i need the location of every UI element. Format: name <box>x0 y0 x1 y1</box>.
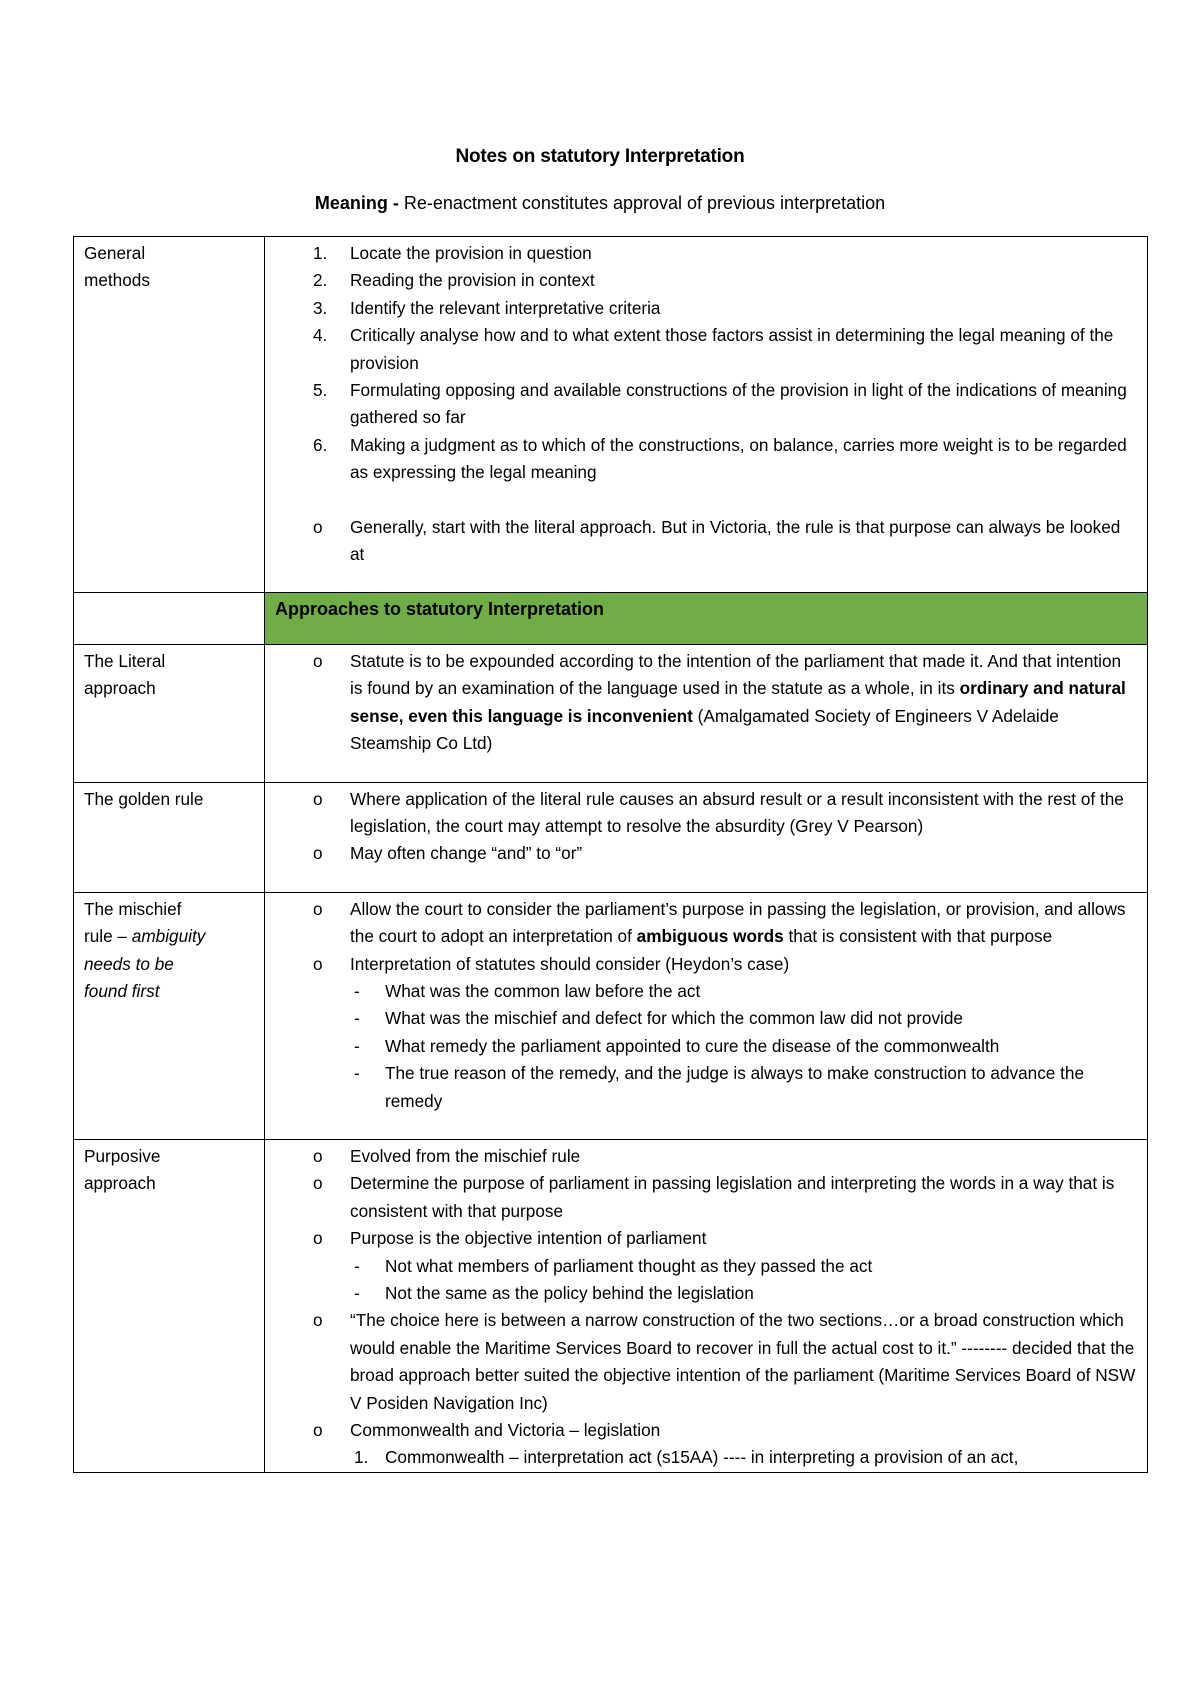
list-item: o Interpretation of statutes should consider (Heydon’s case) <box>313 953 790 974</box>
label-golden-rule: The golden rule <box>74 782 265 892</box>
label-general-methods: General methods <box>74 237 265 593</box>
label-purposive-approach: Purposive approach <box>74 1139 265 1472</box>
content-golden-rule <box>265 782 1148 892</box>
document-title: Notes on statutory Interpretation <box>455 146 745 167</box>
list-item: - Not what members of parliament thought as they passed the act <box>354 1255 873 1276</box>
notes-table <box>73 236 1148 1473</box>
label-empty <box>74 593 265 644</box>
list-item: - The true reason of the remedy, and the judge is always to make construction to advance the remedy <box>354 1063 1085 1111</box>
list-item: o Where application of the literal rule causes an absurd result or a result inconsistent with the rest of the legislation, the court may attempt to resolve the absurdity (Grey V Pearson) <box>313 788 1124 836</box>
meaning-label: Meaning - <box>314 193 399 213</box>
list-item: 5. Formulating opposing and available constructions of the provision in light of the indications of meaning gathered so far <box>313 380 1127 428</box>
approaches-header: Approaches to statutory Interpretation <box>265 593 1148 644</box>
row-literal-approach <box>74 644 1148 782</box>
row-general-methods <box>74 237 1148 593</box>
list-item: o Statute is to be expounded according to the intention of the parliament that made it. And that intention is found by an examination of the language used in the statute as a whole, in its ordinary and natural sense, even this language is inconvenient (Amalgamated Society of Engineers V Adelaide Steamship Co Ltd) <box>313 650 1126 754</box>
list-item: 1. Locate the provision in question <box>313 243 592 263</box>
list-item: o May often change “and” to “or” <box>313 843 583 864</box>
list-item: - What was the common law before the act <box>354 980 701 1001</box>
list-item: 6. Making a judgment as to which of the constructions, on balance, carries more weight is to be regarded as expressing the legal meaning <box>313 434 1127 483</box>
list-item: o “The choice here is between a narrow construction of the two sections…or a broad construction which would enable the Maritime Services Board to recover in full the actual cost to it.” -------- decided that the broad approach better suited the objective intention of the parliament (Maritime Services Board of NSW V Posiden Navigation Inc) <box>313 1310 1136 1413</box>
list-item: o Generally, start with the literal approach. But in Victoria, the rule is that purpose can always be looked at <box>313 516 1121 565</box>
list-item: - What remedy the parliament appointed to cure the disease of the commonwealth <box>354 1035 1000 1056</box>
list-item: 1. Commonwealth – interpretation act (s15AA) ---- in interpreting a provision of an act, <box>354 1447 1019 1468</box>
general-note-list <box>265 514 1137 569</box>
content-literal-approach <box>265 644 1148 782</box>
list-item: o Allow the court to consider the parliament’s purpose in passing the legislation, or provision, and allows the court to adopt an interpretation of ambiguous words that is consistent with that purpose <box>313 898 1126 947</box>
list-item: - What was the mischief and defect for which the common law did not provide <box>354 1008 963 1029</box>
content-general-methods <box>265 237 1148 593</box>
row-approaches-header <box>74 593 1148 644</box>
content-mischief-rule <box>265 892 1148 1139</box>
list-item: o Commonwealth and Victoria – legislation <box>313 1420 661 1441</box>
list-item: o Evolved from the mischief rule <box>313 1145 581 1166</box>
list-item: 2. Reading the provision in context <box>313 270 595 291</box>
list-item: 4. Critically analyse how and to what extent those factors assist in determining the legal meaning of the provision <box>313 325 1114 373</box>
list-item: 3. Identify the relevant interpretative criteria <box>313 297 661 318</box>
list-item: - Not the same as the policy behind the legislation <box>354 1283 754 1303</box>
row-mischief-rule <box>74 892 1148 1139</box>
meaning-line <box>0 193 1200 214</box>
content-purposive-approach <box>265 1139 1148 1472</box>
general-steps-list <box>265 240 1137 487</box>
list-item: o Purpose is the objective intention of parliament <box>313 1228 707 1249</box>
meaning-text: Re-enactment constitutes approval of previous interpretation <box>398 193 886 213</box>
row-purposive-approach <box>74 1139 1148 1472</box>
row-golden-rule <box>74 782 1148 892</box>
label-mischief-rule: The mischief rule – ambiguity needs to be found first <box>74 892 265 1139</box>
label-literal-approach: The Literal approach <box>74 644 265 782</box>
list-item: o Determine the purpose of parliament in passing legislation and interpreting the words in a way that is consistent with that purpose <box>313 1173 1115 1221</box>
